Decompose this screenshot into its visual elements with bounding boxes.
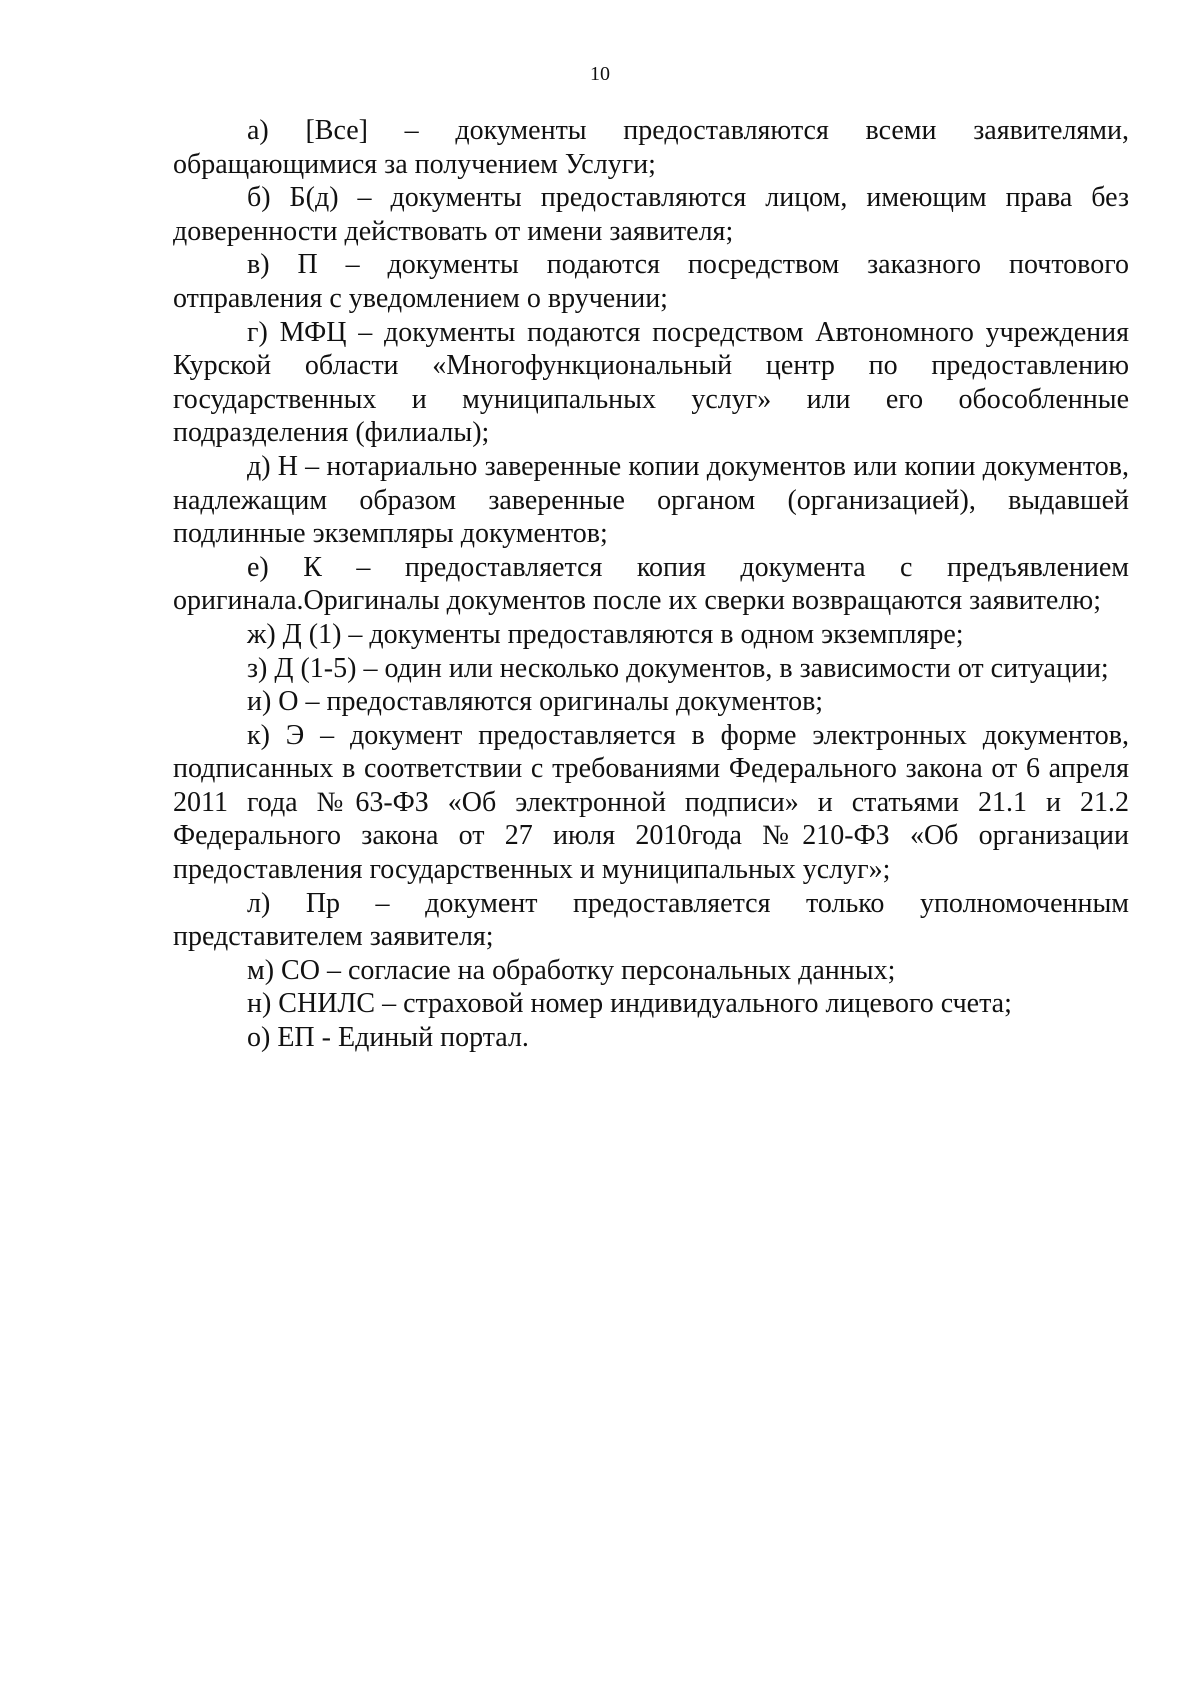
definition-item-b: б) Б(д) – документы предоставляются лицом, имеющим права без доверенности действовать от имени заявителя; [173, 182, 1129, 247]
definition-item-k: к) Э – документ предоставляется в форме электронных документов, подписанных в соответствии с требованиями Федерального закона от 6 апреля 2011 года №63-ФЗ «Об электронной подписи» и статьями 21.1 и 21.2 Федерального закона от 27 июля 2010года №210-ФЗ «Об организации предоставления государственных и муниципальных услуг»; [173, 719, 1129, 886]
definition-item-m: м) СО – согласие на обработку персональных данных; [247, 954, 896, 986]
definition-item-v: в) П – документы подаются посредством заказного почтового отправления с уведомлением о вручении; [173, 249, 1129, 314]
page-number: 10 [590, 63, 610, 85]
definition-item-l: л) Пр – документ предоставляется только уполномоченным представителем заявителя; [173, 887, 1129, 953]
definition-item-zh: ж) Д (1) – документы предоставляются в одном экземпляре; [247, 618, 964, 650]
definition-item-z: з) Д (1-5) – один или несколько документов, в зависимости от ситуации; [247, 652, 1109, 684]
definition-item-g: г) МФЦ – документы подаются посредством Автономного учреждения Курской области «Многофункциональный центр по предоставлению государственных и муниципальных услуг» или его обособленные подразделения (филиалы); [173, 316, 1129, 449]
definition-item-a: а) [Все] – документы предоставляются всеми заявителями, обращающимися за получением Услуги; [173, 115, 1129, 180]
definitions-list [173, 114, 1129, 1055]
definition-item-n: н) СНИЛС – страховой номер индивидуального лицевого счета; [247, 988, 1012, 1020]
definition-item-i: и) О – предоставляются оригиналы документов; [247, 686, 824, 718]
definition-item-e: е) К – предоставляется копия документа с предъявлением оригинала.Оригиналы документов после их сверки возвращаются заявителю; [173, 551, 1129, 617]
definition-item-d: д) Н – нотариально заверенные копии документов или копии документов, надлежащим образом заверенные органом (организацией), выдавшей подлинные экземпляры документов; [173, 450, 1129, 550]
definition-item-o: о) ЕП - Единый портал. [247, 1022, 529, 1054]
